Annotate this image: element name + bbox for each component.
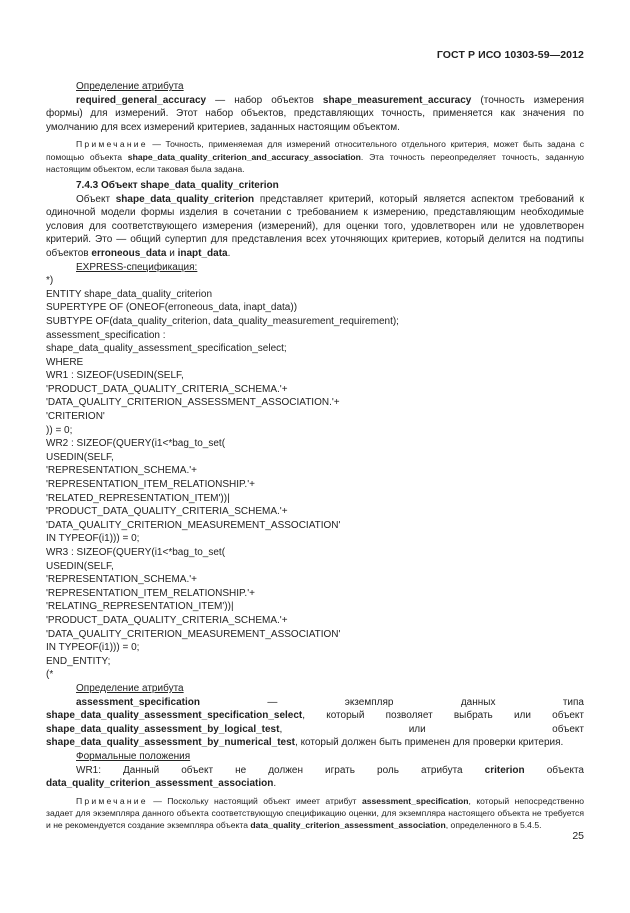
page-content (46, 80, 584, 835)
code-line: SUBTYPE OF(data_quality_criterion, data_quality_measurement_requirement); (46, 315, 399, 327)
section-title: 7.4.3 Объект shape_data_quality_criterion (76, 179, 279, 191)
code-line: 'PRODUCT_DATA_QUALITY_CRITERIA_SCHEMA.'+ (46, 614, 288, 626)
formal-propositions-paragraph: WR1: Данный объект не должен играть роль атрибута criterion объекта data_quality_criterion_assessment_association. (46, 764, 584, 790)
code-line: assessment_specification : (46, 329, 166, 341)
term: criterion (484, 764, 525, 776)
code-line: SUPERTYPE OF (ONEOF(erroneous_data, inapt_data)) (46, 302, 298, 314)
section-paragraph: Объект shape_data_quality_criterion представляет критерий, который является аспектом требований к одиночной модели формы изделия в сочетании с требованием к измерению, представляющим необходимые условия для соответствующего измерения (измерений), для оценки того, удовлетворен или не удовлетворен критерий. Это — общий супертип для представления всех уточняющих критериев, который делится на подтипы объектов erroneous_data и inapt_data. (46, 193, 585, 259)
code-line: USEDIN(SELF, (46, 560, 114, 572)
code-line: 'DATA_QUALITY_CRITERION_ASSESSMENT_ASSOCIATION.'+ (46, 397, 340, 409)
code-line: 'DATA_QUALITY_CRITERION_MEASUREMENT_ASSOCIATION' (46, 628, 341, 640)
term: shape_measurement_accuracy (322, 94, 472, 106)
term: shape_data_quality_criterion_and_accuracy_association (127, 151, 361, 162)
page-number: 25 (572, 830, 584, 842)
term: data_quality_criterion_assessment_association (46, 778, 274, 790)
term: required_general_accuracy (76, 94, 207, 106)
code-line: shape_data_quality_assessment_specification_select; (46, 343, 287, 355)
code-line: WR2 : SIZEOF(QUERY(i1<*bag_to_set( (46, 438, 226, 450)
page-header: ГОСТ Р ИСО 10303-59—2012 (436, 49, 584, 61)
term: shape_data_quality_criterion (115, 193, 255, 205)
formal-propositions-heading: Формальные положения (76, 750, 191, 762)
code-line: *) (46, 275, 54, 287)
code-line: WHERE (46, 356, 84, 368)
express-code-block (46, 274, 584, 682)
code-line: END_ENTITY; (46, 655, 111, 667)
term: inapt_data (177, 247, 228, 259)
attribute-definition-paragraph: assessment_specification — экземпляр данных типа shape_data_quality_assessment_specification_select, который позволяет выбрать или объект shape_data_quality_assessment_by_logical_test, или объект shape_data_quality_assessment_by_numerical_test, который должен быть применен для проверки критерия. (46, 696, 584, 749)
code-line: )) = 0; (46, 424, 73, 436)
code-line: IN TYPEOF(i1))) = 0; (46, 533, 140, 545)
attribute-definition-heading: Определение атрибута (76, 81, 184, 92)
attribute-definition-heading: Определение атрибута (76, 682, 184, 694)
note-paragraph: Примечание — Точность, применяемая для измерений относительного отдельного критерия, может быть задана с помощью объекта shape_data_quality_criterion_and_accuracy_association. Эта точность переопределяет точность, заданную настоящим объектом, если таковая была задана. (46, 139, 584, 174)
attribute-definition-paragraph: required_general_accuracy — набор объектов shape_measurement_accuracy (точность измерения формы) для измерений. Этот набор объектов, представляющих точность, применяется как значения по умолчанию для всех измерений критериев, заданных настоящим объектом. (46, 94, 584, 133)
code-line: (* (46, 669, 54, 681)
term: shape_data_quality_assessment_specification_select (46, 710, 303, 722)
code-line: 'RELATED_REPRESENTATION_ITEM'))| (46, 492, 230, 504)
term: assessment_specification (76, 696, 200, 708)
express-heading: EXPRESS-спецификация: (76, 261, 198, 273)
code-line: USEDIN(SELF, (46, 451, 114, 463)
code-line: 'CRITERION' (46, 411, 105, 423)
code-line: 'RELATING_REPRESENTATION_ITEM'))| (46, 601, 234, 613)
code-line: 'PRODUCT_DATA_QUALITY_CRITERIA_SCHEMA.'+ (46, 383, 288, 395)
code-line: 'REPRESENTATION_SCHEMA.'+ (46, 465, 197, 477)
term: shape_data_quality_assessment_by_numerical_test (46, 737, 296, 749)
term: erroneous_data (91, 247, 167, 259)
code-line: WR1 : SIZEOF(USEDIN(SELF, (46, 370, 184, 382)
code-line: 'DATA_QUALITY_CRITERION_MEASUREMENT_ASSOCIATION' (46, 519, 341, 531)
note-label: Примечание (76, 139, 148, 150)
code-line: 'PRODUCT_DATA_QUALITY_CRITERIA_SCHEMA.'+ (46, 506, 288, 518)
code-line: 'REPRESENTATION_SCHEMA.'+ (46, 574, 197, 586)
code-line: ENTITY shape_data_quality_criterion (46, 288, 213, 300)
code-line: IN TYPEOF(i1))) = 0; (46, 642, 140, 654)
code-line: 'REPRESENTATION_ITEM_RELATIONSHIP.'+ (46, 587, 255, 599)
code-line: WR3 : SIZEOF(QUERY(i1<*bag_to_set( (46, 547, 226, 559)
note-label: Примечание (76, 795, 148, 806)
term: data_quality_criterion_assessment_association (250, 820, 446, 831)
term: shape_data_quality_assessment_by_logical_test (46, 723, 280, 735)
term: assessment_specification (361, 795, 469, 806)
note-paragraph: Примечание — Поскольку настоящий объект имеет атрибут assessment_specification, который непосредственно задает для экземпляра данного объекта соответствующую спецификацию оценки, для экземпляра настоящего объекта не требуется и не рекомендуется создание экземпляра объекта data_quality_criterion_assessment_association, определенного в 5.4.5. (46, 795, 584, 831)
code-line: 'REPRESENTATION_ITEM_RELATIONSHIP.'+ (46, 479, 255, 491)
